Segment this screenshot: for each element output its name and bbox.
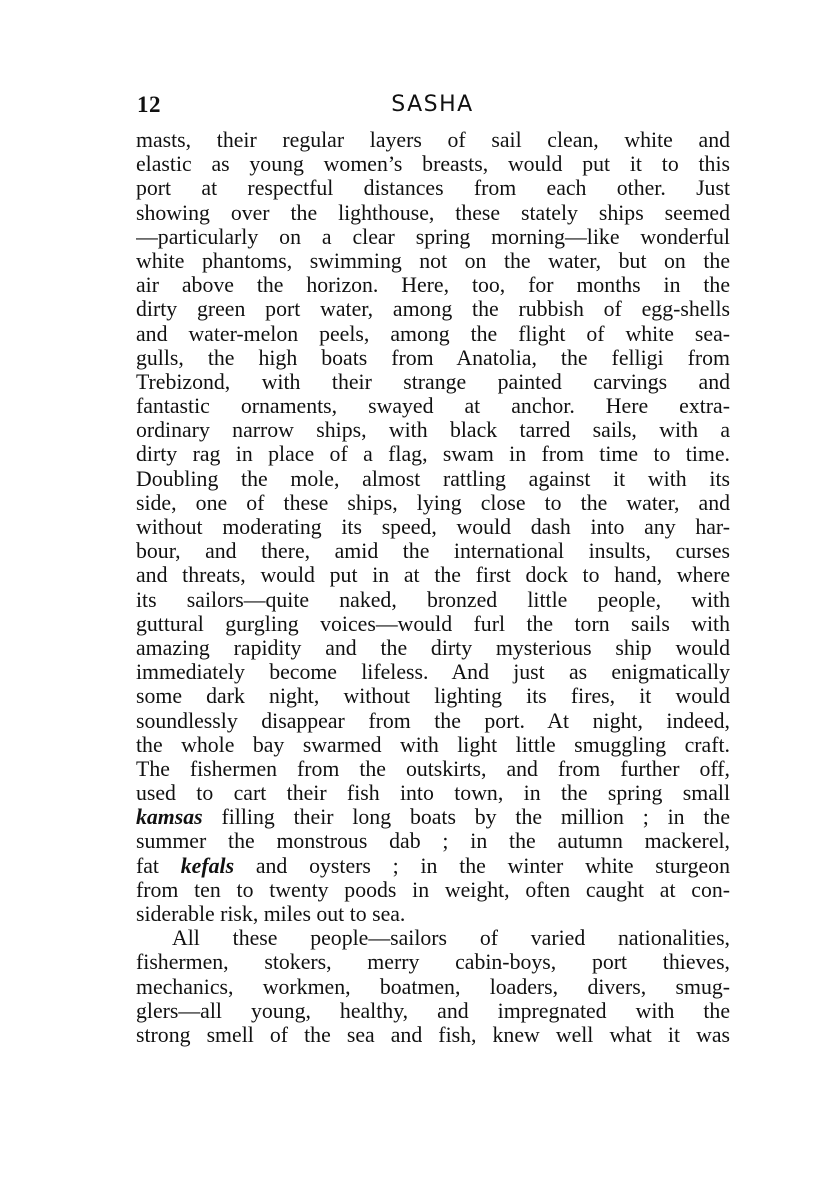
text-line: immediately become lifeless. And just as enigmatically — [136, 660, 730, 685]
text-line — [136, 805, 730, 829]
text-line: Trebizond, with their strange painted carvings and — [136, 369, 730, 394]
text-line: its sailors—quite naked, bronzed little people, with — [136, 587, 730, 612]
text-line: amazing rapidity and the dirty mysterious ship would — [136, 635, 730, 660]
text-line: white phantoms, swimming not on the water, but on the — [136, 248, 730, 273]
text-line: without moderating its speed, would dash into any har- — [136, 515, 730, 539]
text-line: air above the horizon. Here, too, for months in the — [136, 273, 730, 298]
text-line: soundlessly disappear from the port. At night, indeed, — [136, 708, 730, 733]
text-line: some dark night, without lighting its fires, it would — [136, 684, 730, 709]
text-line: port at respectful distances from each other. Just — [136, 176, 730, 201]
text-line — [136, 854, 730, 878]
italic-term-kamsas: kamsas — [136, 805, 203, 830]
text-line: ordinary narrow ships, with black tarred sails, with a — [136, 418, 730, 443]
text-line: mechanics, workmen, boatmen, loaders, divers, smug- — [136, 974, 730, 999]
text-line: side, one of these ships, lying close to the water, and — [136, 490, 730, 515]
text-line: guttural gurgling voices—would furl the torn sails with — [136, 611, 730, 636]
text-line: masts, their regular layers of sail clean, white and — [136, 128, 730, 152]
text-line: strong smell of the sea and fish, knew well what it was — [136, 1022, 730, 1047]
paragraph-end-line: siderable risk, miles out to sea. — [136, 902, 406, 926]
text-line: summer the monstrous dab ; in the autumn mackerel, — [136, 829, 730, 854]
text-fragment: fat — [136, 853, 181, 878]
text-line: Doubling the mole, almost rattling against it with its — [136, 466, 730, 491]
book-title: SASHA — [391, 92, 474, 117]
paragraph-start-line: All these people—sailors of varied nationalities, — [172, 926, 730, 951]
text-line: glers—all young, healthy, and impregnated with the — [136, 998, 730, 1023]
running-head — [135, 92, 730, 122]
text-line: bour, and there, amid the international insults, curses — [136, 539, 730, 564]
page-number: 12 — [137, 92, 161, 117]
body-text — [136, 128, 730, 1047]
text-line: dirty rag in place of a flag, swam in from time to time. — [136, 442, 730, 467]
text-fragment: filling their long boats by the million ; in the — [202, 805, 730, 830]
text-line: dirty green port water, among the rubbish of egg-shells — [136, 297, 730, 322]
text-line: and water-melon peels, among the flight of white sea- — [136, 321, 730, 346]
text-line: used to cart their fish into town, in the spring small — [136, 781, 730, 806]
text-line: fishermen, stokers, merry cabin-boys, port thieves, — [136, 950, 730, 975]
text-line: from ten to twenty poods in weight, often caught at con- — [136, 877, 730, 902]
text-line: elastic as young women’s breasts, would put it to this — [136, 152, 730, 177]
text-line: and threats, would put in at the first dock to hand, where — [136, 563, 730, 588]
text-line: the whole bay swarmed with light little smuggling craft. — [136, 732, 730, 757]
text-line: gulls, the high boats from Anatolia, the felligi from — [136, 345, 730, 370]
italic-term-kefals: kefals — [180, 853, 235, 878]
text-line: fantastic ornaments, swayed at anchor. Here extra- — [136, 394, 730, 419]
text-line: The fishermen from the outskirts, and from further off, — [136, 756, 730, 781]
text-line: showing over the lighthouse, these stately ships seemed — [136, 200, 730, 225]
text-fragment: and oysters ; in the winter white sturgeon — [234, 853, 730, 878]
text-line: —particularly on a clear spring morning—like wonderful — [136, 224, 730, 249]
